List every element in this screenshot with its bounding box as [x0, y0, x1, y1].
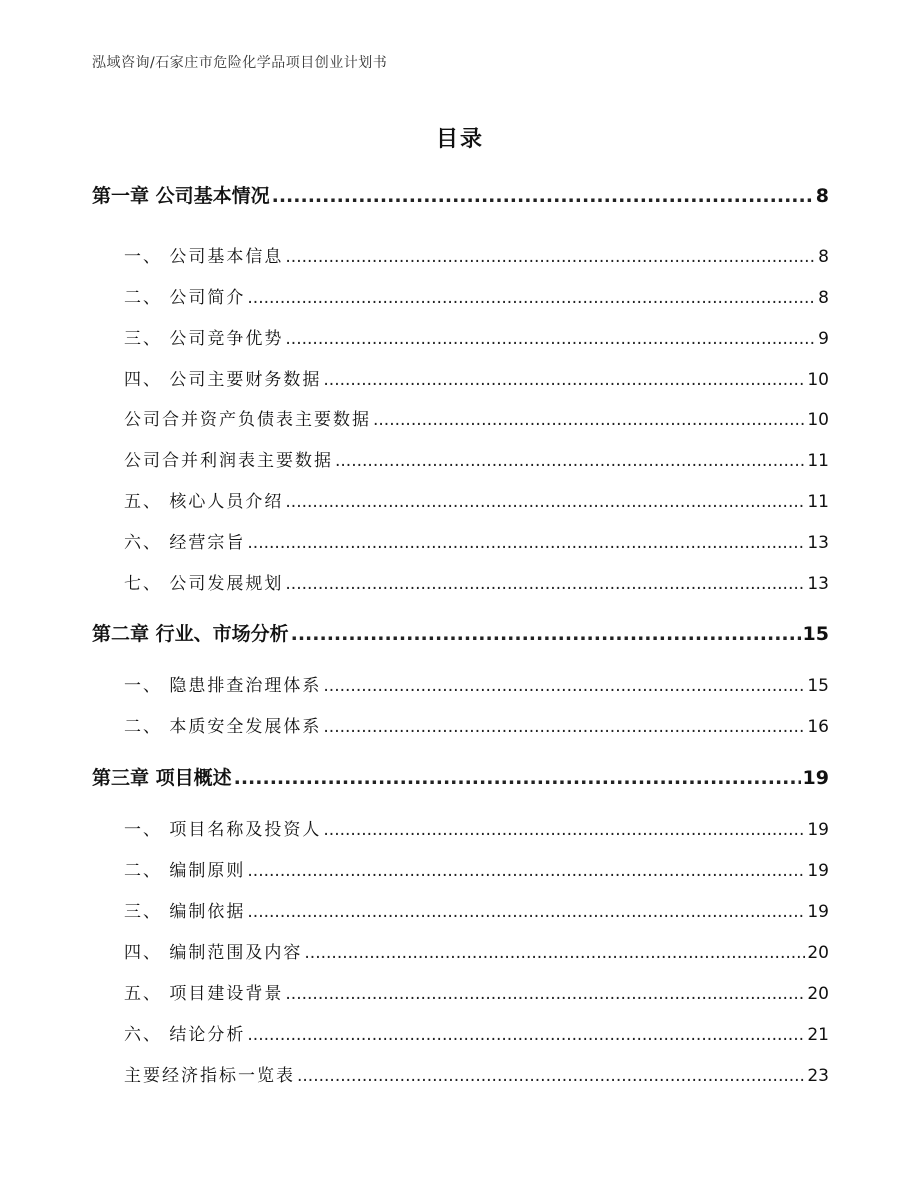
toc-page-number: 13	[807, 533, 829, 553]
toc-entry-label: 四、 公司主要财务数据	[124, 370, 322, 390]
toc-entry-label: 公司合并资产负债表主要数据	[124, 410, 371, 430]
toc-page-number: 9	[818, 329, 829, 349]
leader-dots	[272, 187, 814, 206]
toc-entry-label: 五、 核心人员介绍	[124, 492, 284, 512]
toc-entry-label: 第一章 公司基本情况	[92, 185, 270, 207]
leader-dots	[297, 1068, 805, 1085]
toc-page-number: 11	[807, 492, 829, 512]
toc-entry[interactable]	[124, 986, 829, 1003]
leader-dots	[285, 494, 805, 511]
leader-dots	[285, 331, 816, 348]
toc-page-number: 19	[802, 767, 829, 789]
toc-page-number: 10	[807, 370, 829, 390]
leader-dots	[247, 863, 805, 880]
toc-page-number: 10	[807, 410, 829, 430]
toc-entry[interactable]	[124, 945, 829, 962]
toc-page-number: 20	[807, 943, 829, 963]
leader-dots	[285, 249, 816, 266]
page-title: 目录	[435, 127, 484, 152]
toc-entry-label: 三、 编制依据	[124, 902, 246, 922]
toc-entry-label: 六、 经营宗旨	[124, 533, 246, 553]
leader-dots	[285, 576, 805, 593]
toc-page-number: 20	[807, 984, 829, 1004]
toc-page-number: 8	[818, 288, 829, 308]
toc-entry-label: 二、 公司简介	[124, 288, 246, 308]
leader-dots	[335, 453, 805, 470]
leader-dots	[234, 769, 801, 788]
toc-entry-label: 第三章 项目概述	[92, 767, 232, 789]
toc-entry-label: 二、 编制原则	[124, 861, 246, 881]
leader-dots	[373, 412, 805, 429]
leader-dots	[323, 822, 805, 839]
toc-entry[interactable]	[92, 187, 829, 206]
toc-entry[interactable]	[124, 1068, 829, 1085]
toc-entry[interactable]	[124, 1027, 829, 1044]
toc-entry[interactable]	[124, 331, 829, 348]
toc-entry-label: 二、 本质安全发展体系	[124, 717, 322, 737]
leader-dots	[291, 625, 801, 644]
toc-entry[interactable]	[124, 372, 829, 389]
toc-page-number: 15	[802, 623, 829, 645]
toc-entry-label: 公司合并利润表主要数据	[124, 451, 333, 471]
toc-entry-label: 第二章 行业、市场分析	[92, 623, 289, 645]
toc-entry[interactable]	[124, 249, 829, 266]
toc-entry-label: 主要经济指标一览表	[124, 1066, 295, 1086]
leader-dots	[304, 945, 805, 962]
toc-page-number: 13	[807, 574, 829, 594]
toc-entry[interactable]	[124, 678, 829, 695]
toc-page-number: 21	[807, 1025, 829, 1045]
toc-entry[interactable]	[124, 535, 829, 552]
leader-dots	[247, 535, 805, 552]
toc-entry-label: 六、 结论分析	[124, 1025, 246, 1045]
toc-entry[interactable]	[124, 904, 829, 921]
toc-entry-label: 三、 公司竞争优势	[124, 329, 284, 349]
leader-dots	[247, 1027, 805, 1044]
toc-entry[interactable]	[124, 863, 829, 880]
toc-entry[interactable]	[124, 453, 829, 470]
toc-entry-label: 七、 公司发展规划	[124, 574, 284, 594]
toc-page-number: 8	[815, 185, 829, 207]
toc-page-number: 19	[807, 820, 829, 840]
toc-entry[interactable]	[124, 576, 829, 593]
toc-page-number: 11	[807, 451, 829, 471]
leader-dots	[247, 290, 816, 307]
toc-page-number: 19	[807, 902, 829, 922]
leader-dots	[323, 372, 805, 389]
toc-entry[interactable]	[124, 719, 829, 736]
toc-page-number: 8	[818, 247, 829, 267]
toc-page-number: 16	[807, 717, 829, 737]
toc-entry-label: 四、 编制范围及内容	[124, 943, 303, 963]
leader-dots	[323, 678, 805, 695]
toc-entry-label: 五、 项目建设背景	[124, 984, 284, 1004]
toc-page-number: 23	[807, 1066, 829, 1086]
toc-page-number: 19	[807, 861, 829, 881]
toc-entry[interactable]	[124, 822, 829, 839]
leader-dots	[285, 986, 805, 1003]
toc-entry-label: 一、 隐患排查治理体系	[124, 676, 322, 696]
toc-entry[interactable]	[92, 625, 829, 644]
leader-dots	[323, 719, 805, 736]
toc-page-number: 15	[807, 676, 829, 696]
toc-entry[interactable]	[124, 412, 829, 429]
running-header: 泓域咨询/石家庄市危险化学品项目创业计划书	[92, 55, 388, 71]
toc-entry-label: 一、 项目名称及投资人	[124, 820, 322, 840]
leader-dots	[247, 904, 805, 921]
toc-entry[interactable]	[92, 769, 829, 788]
toc-entry[interactable]	[124, 290, 829, 307]
toc-entry-label: 一、 公司基本信息	[124, 247, 284, 267]
toc-entry[interactable]	[124, 494, 829, 511]
